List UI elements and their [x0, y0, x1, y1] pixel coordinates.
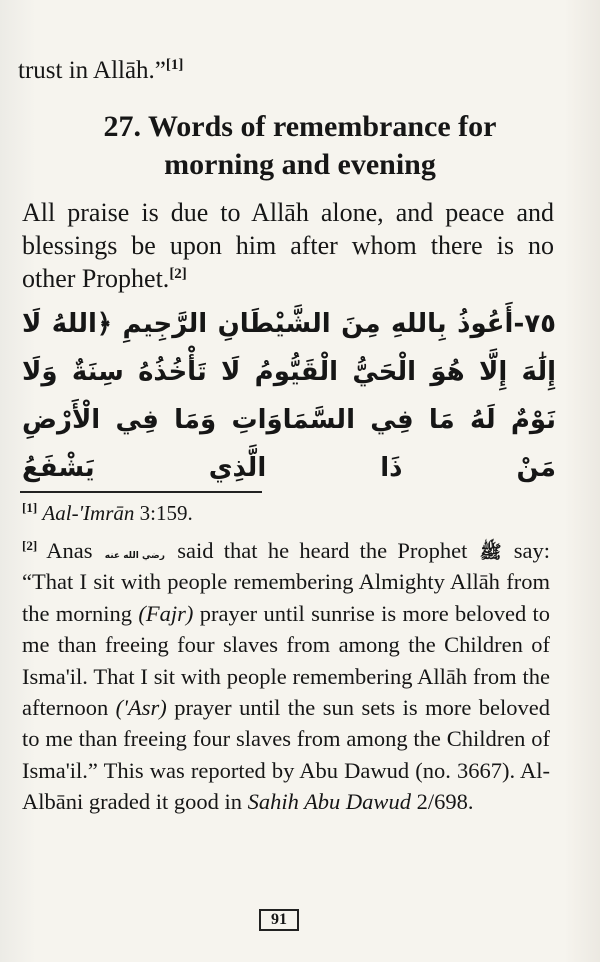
footnote-2: [22, 535, 550, 818]
footnote-1: [22, 500, 193, 526]
continuation-text: [18, 56, 183, 86]
footnote-2-marker: [2]: [22, 538, 38, 553]
footnote-2-text-c: say: “That I sit with people remembering Almighty Allāh from the morning: [22, 538, 551, 626]
intro-paragraph: [22, 196, 554, 295]
honorific-mark-prophet: ﷺ: [479, 542, 502, 563]
footnote-ref-1[interactable]: [1]: [165, 57, 184, 73]
intro-text: All praise is due to Allāh alone, and peace and blessings be upon him after whom there is no other Prophet.: [22, 198, 554, 293]
footnote-1-marker: [1]: [22, 500, 38, 515]
footnote-2-text-e: prayer until the sun sets is more beloved to me than freeing four slaves from among the Children of Isma'il.” This was reported by Abu Dawud (no. 3667). Al-Albāni graded it good in: [22, 695, 551, 815]
section-heading: [20, 108, 580, 184]
heading-line-2: morning and evening: [164, 148, 436, 181]
footnote-1-reference: 3:159.: [134, 501, 193, 525]
arabic-supplication: ٧٥-أَعُوذُ بِاللهِ مِنَ الشَّيْطَانِ الرَّجِيمِ ﴿اللهُ لَا إِلَٰهَ إِلَّا هُوَ الْحَيُّ الْقَيُّومُ لَا تَأْخُذُهُ سِنَةٌ وَلَا نَوْمٌ لَهُ مَا فِي السَّمَاوَاتِ وَمَا فِي الْأَرْضِ مَنْ ذَا الَّذِي يَشْفَعُ: [22, 309, 556, 483]
footnote-2-text-a: Anas: [46, 538, 93, 563]
footnote-2-book-title: Sahih Abu Dawud: [247, 789, 411, 815]
footnote-2-text-b: said that he heard the Prophet: [177, 538, 468, 563]
honorific-mark-anas: رضي الله عنه: [104, 551, 165, 561]
footnote-1-source: Aal-'Imrān: [42, 501, 135, 525]
footnote-2-text-d: prayer until sunrise is more beloved to me than freeing four slaves from among the Children of Isma'il. That I sit with people remembering Allāh from the afternoon: [22, 600, 551, 721]
footnote-2-asr: ('Asr): [115, 695, 167, 721]
footnote-2-fajr: (Fajr): [138, 600, 194, 626]
continuation-line: trust in Allāh.”: [18, 57, 166, 84]
footnote-2-text-f: 2/698.: [416, 789, 474, 815]
heading-line-1: 27. Words of remembrance for: [103, 110, 497, 143]
footnote-divider: [20, 491, 262, 493]
footnote-ref-2[interactable]: [2]: [169, 266, 187, 282]
page-number: 91: [259, 909, 299, 931]
